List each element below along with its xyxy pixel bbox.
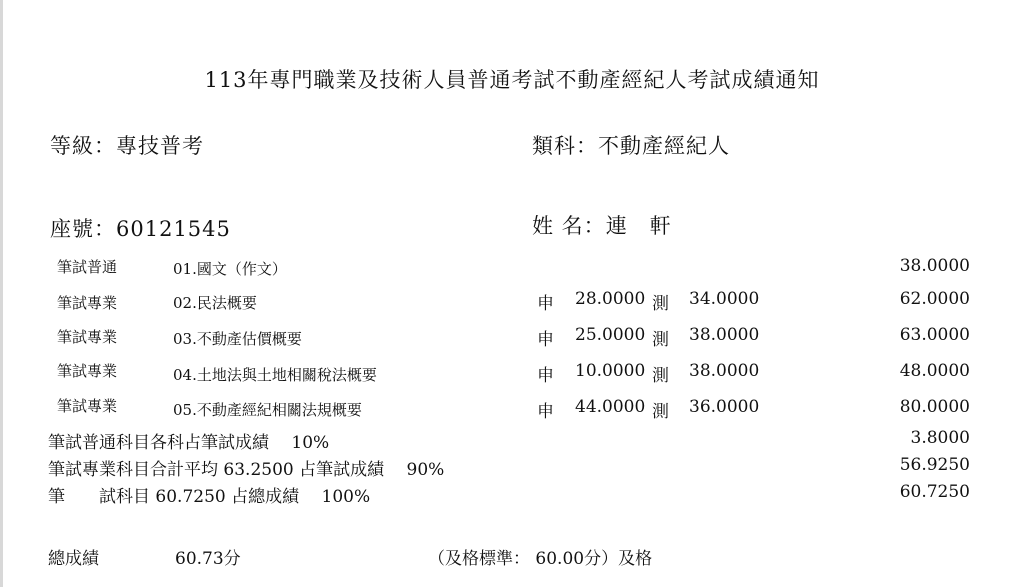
essay-label: 申 xyxy=(537,330,554,350)
summary-text: 筆試普通科目各科占筆試成績 10% xyxy=(48,433,330,453)
essay-label: 申 xyxy=(537,294,554,314)
subject-name: 03.不動產估價概要 xyxy=(173,330,302,348)
subject-name: 04.土地法與土地相關稅法概要 xyxy=(173,366,377,384)
subject-type: 筆試專業 xyxy=(57,362,118,380)
subject-name: 02.民法概要 xyxy=(173,294,257,312)
subject-type: 筆試專業 xyxy=(57,294,118,312)
subject-score: 62.0000 xyxy=(899,289,970,309)
test-score: 38.0000 xyxy=(689,325,760,345)
test-score: 36.0000 xyxy=(689,397,760,417)
test-label: 測 xyxy=(652,402,669,422)
subject-type: 筆試專業 xyxy=(57,397,118,415)
summary-text: 筆試專業科目合計平均 63.2500 占筆試成績 90% xyxy=(48,460,445,480)
summary-value: 56.9250 xyxy=(899,455,970,475)
subject-score: 38.0000 xyxy=(899,256,970,276)
name-value: 連 軒 xyxy=(605,214,672,238)
name-label: 姓 名： xyxy=(532,214,606,238)
test-label: 測 xyxy=(652,366,669,386)
pass-standard: （及格標準： 60.00分）及格 xyxy=(428,549,653,569)
seat-number-field: 座號：60121545 xyxy=(50,217,231,241)
category-field: 類科：不動產經紀人 xyxy=(532,134,730,158)
subject-type: 筆試專業 xyxy=(57,328,118,346)
total-score: 60.73分 xyxy=(175,549,241,569)
essay-score: 28.0000 xyxy=(575,289,646,309)
name-field xyxy=(532,210,672,240)
subject-type: 筆試普通 xyxy=(57,258,118,276)
essay-score: 44.0000 xyxy=(575,397,646,417)
test-label: 測 xyxy=(652,330,669,350)
test-label: 測 xyxy=(652,294,669,314)
grade-field: 等級：專技普考 xyxy=(50,134,204,158)
test-score: 38.0000 xyxy=(689,361,760,381)
essay-label: 申 xyxy=(537,366,554,386)
summary-value: 60.7250 xyxy=(899,482,970,502)
subject-name: 05.不動產經紀相關法規概要 xyxy=(173,401,362,419)
essay-score: 25.0000 xyxy=(575,325,646,345)
document-title: 113年專門職業及技術人員普通考試不動產經紀人考試成績通知 xyxy=(204,68,820,92)
summary-value: 3.8000 xyxy=(910,428,970,448)
summary-text: 筆 試科目 60.7250 占總成績 100% xyxy=(48,487,371,507)
test-score: 34.0000 xyxy=(689,289,760,309)
total-label: 總成績 xyxy=(48,549,99,569)
subject-score: 80.0000 xyxy=(899,397,970,417)
essay-score: 10.0000 xyxy=(575,361,646,381)
subject-score: 63.0000 xyxy=(899,325,970,345)
subject-score: 48.0000 xyxy=(899,361,970,381)
subject-name: 01.國文（作文） xyxy=(173,260,287,278)
essay-label: 申 xyxy=(537,402,554,422)
